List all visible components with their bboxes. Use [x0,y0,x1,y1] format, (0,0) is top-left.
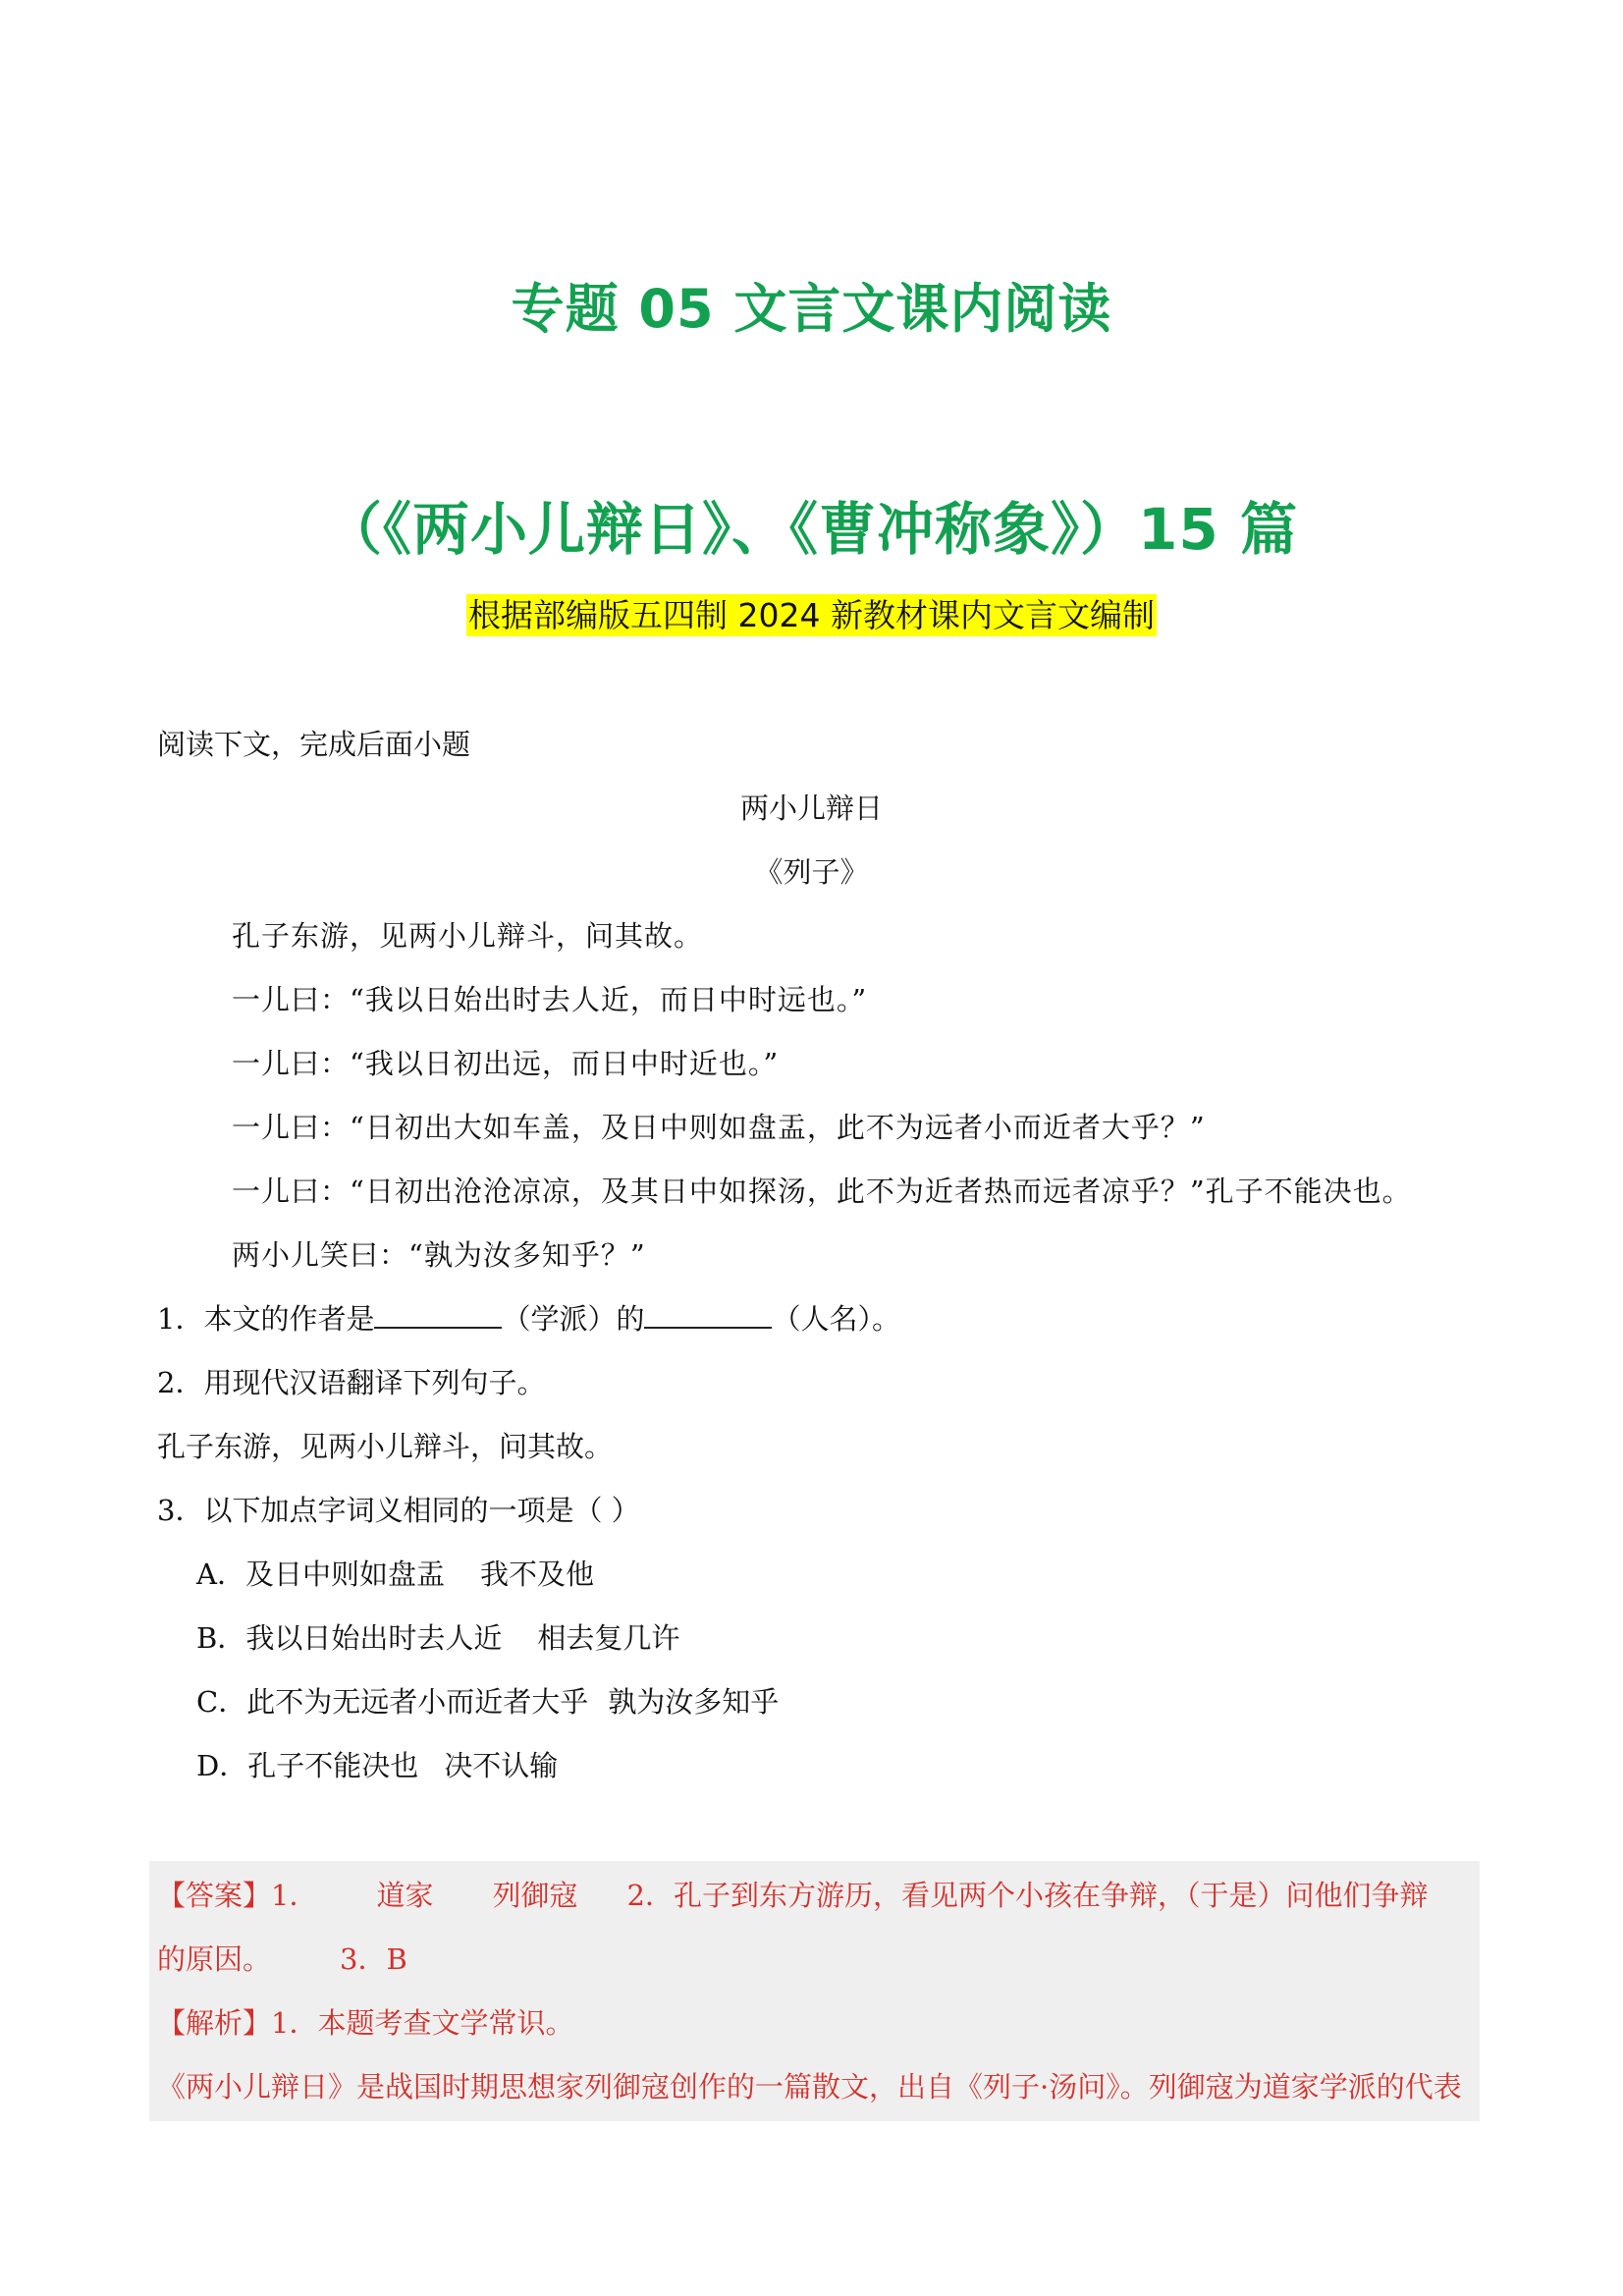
option-text: 此不为无远者小而近者大乎 [246,1685,589,1719]
answer-3: 3．B [340,1942,407,1976]
option-c [196,1682,779,1722]
passage-line: 两小儿笑曰：“孰为汝多知乎？” [232,1238,646,1272]
q1-mid: （学派）的 [502,1302,645,1336]
answer-2-line1: 2．孔子到东方游历，看见两个小孩在争辩，（于是）问他们争辩 [626,1879,1429,1912]
analysis-line-2: 《两小儿辩日》是战国时期思想家列御寇创作的一篇散文，出自《列子·汤问》。列御寇为道家学派的代表 [157,2070,1462,2104]
option-text: 及日中则如盘盂 [244,1558,445,1591]
passage-line: 一儿曰：“日初出大如车盖，及日中则如盘盂，此不为远者小而近者大乎？” [232,1111,1206,1144]
analysis-1: 1．本题考查文学常识。 [271,2006,574,2040]
q1-suffix: （人名）。 [772,1302,900,1336]
answer-1-school: 道家 [376,1879,434,1912]
question-2: 2．用现代汉语翻译下列句子。 [157,1366,546,1399]
answer-blank [374,1301,502,1329]
passage-line: 一儿曰：“我以日初出远，而日中时近也。” [232,1047,780,1080]
option-letter: A． [196,1558,245,1591]
option-letter: B． [196,1621,246,1655]
passage-source: 《列子》 [754,855,869,889]
answer-line-2 [157,1940,407,1979]
answer-label: 【答案】 [157,1879,272,1912]
option-pair: 我不及他 [479,1558,594,1591]
analysis-line-1 [157,2003,573,2043]
answer-1-num: 1． [271,1879,318,1912]
passage-line: 一儿曰：“我以日始出时去人近，而日中时远也。” [232,983,868,1016]
answer-blank [644,1301,772,1329]
subtitle-text: 根据部编版五四制 2024 新教材课内文言文编制 [468,596,1155,634]
option-letter: C． [196,1685,247,1719]
option-text: 我以日始出时去人近 [245,1621,503,1655]
answer-2-line2: 的原因。 [157,1942,272,1976]
answer-line-1 [157,1876,1428,1915]
option-pair: 相去复几许 [537,1621,680,1655]
passage-title: 两小儿辩日 [739,792,883,825]
page-title: 专题 05 文言文课内阅读 [511,278,1112,340]
option-d [196,1746,558,1785]
option-a [196,1555,594,1594]
option-letter: D． [196,1749,248,1782]
option-pair: 孰为汝多知乎 [608,1685,780,1719]
answer-1-person: 列御寇 [492,1879,578,1912]
analysis-label: 【解析】 [157,2006,272,2040]
highlighted-subtitle [0,591,1623,640]
option-text: 孔子不能决也 [247,1749,419,1782]
reading-instruction: 阅读下文，完成后面小题 [157,728,471,761]
passage-line: 孔子东游，见两小儿辩斗，问其故。 [232,919,704,953]
question-3: 3．以下加点字词义相同的一项是（ ） [157,1494,640,1527]
option-pair: 决不认输 [444,1749,559,1782]
passage-line: 一儿曰：“日初出沧沧凉凉，及其日中如探汤，此不为近者热而远者凉乎？”孔子不能决也。 [232,1175,1412,1208]
question-1 [157,1299,900,1339]
option-b [196,1618,679,1658]
page-subtitle-title: （《两小儿辩日》、《曹冲称象》）15 篇 [325,496,1298,563]
question-2-sentence: 孔子东游，见两小儿辩斗，问其故。 [157,1430,614,1463]
q1-prefix: 1．本文的作者是 [157,1302,375,1336]
